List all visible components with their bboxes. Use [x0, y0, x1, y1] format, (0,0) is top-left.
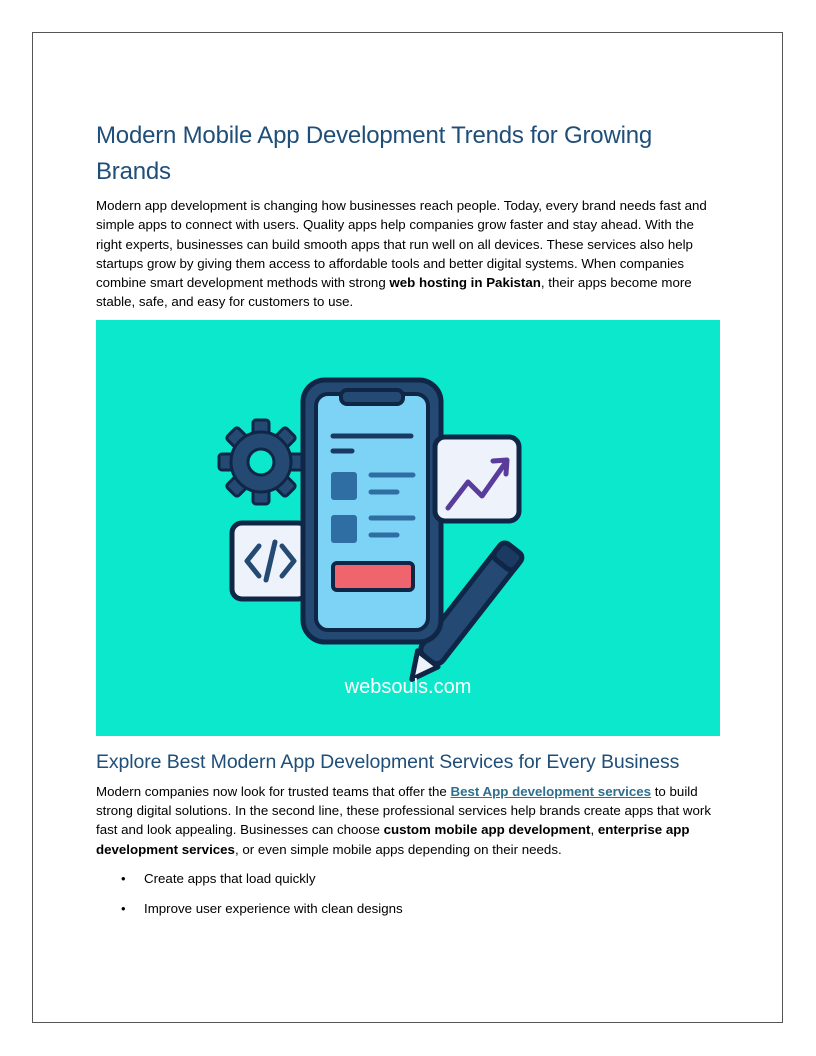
smartphone-icon — [303, 380, 441, 642]
list-item-text: Create apps that load quickly — [144, 870, 316, 886]
section-heading: Explore Best Modern App Development Services for Every Business — [96, 750, 680, 773]
bold-custom-mobile: custom mobile app development — [383, 822, 591, 838]
hero-image — [96, 320, 720, 736]
intro-bold-keyword: web hosting in Pakistan — [389, 275, 541, 291]
gear-icon — [219, 420, 303, 504]
bold-enterprise-services: enterprise app development services — [96, 822, 690, 857]
section-text-2: to build strong digital solutions. In the second line, these professional services help brands create apps that work fast and look appealing. Businesses can choose — [96, 783, 711, 838]
intro-text-2: , their apps become more stable, safe, and easy for customers to use. — [96, 275, 692, 310]
list-item-text: Improve user experience with clean designs — [144, 900, 403, 916]
code-icon — [232, 523, 308, 599]
list-item — [96, 869, 720, 888]
intro-paragraph — [96, 196, 720, 312]
page-title: Modern Mobile App Development Trends for Growing Brands — [96, 122, 653, 185]
hero-watermark: websouls.com — [344, 675, 472, 698]
section-paragraph — [96, 782, 720, 859]
section-separator: , — [590, 822, 598, 838]
trend-chart-icon — [435, 437, 519, 521]
best-app-development-link[interactable]: Best App development services — [450, 783, 652, 799]
list-item — [96, 899, 720, 918]
bullet-icon: • — [121, 870, 126, 886]
document-content — [96, 118, 720, 929]
bullet-list — [96, 869, 720, 918]
bullet-icon: • — [121, 900, 126, 916]
hero-illustration — [96, 320, 720, 736]
intro-text-1: Modern app development is changing how businesses reach people. Today, every brand needs fast and simple apps to connect with users. Quality apps help companies grow faster and stay ahead. With the right experts, businesses can build smooth apps that run well on all devices. These services also help startups grow by giving them access to affordable tools and better digital systems. When companies combine smart development methods with strong — [96, 198, 707, 291]
section-text-3: , or even simple mobile apps depending on their needs. — [234, 841, 562, 857]
section-text-1: Modern companies now look for trusted teams that offer the — [96, 783, 451, 799]
